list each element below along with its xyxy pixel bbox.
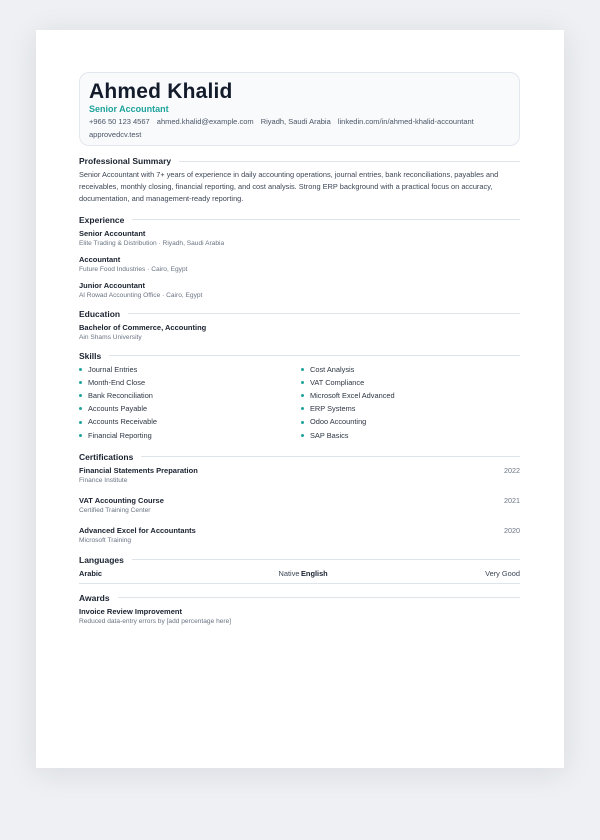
skill-item: Journal Entries xyxy=(79,363,301,376)
skill-item: VAT Compliance xyxy=(301,376,520,389)
section-header xyxy=(79,156,520,166)
section-divider xyxy=(128,313,520,314)
skills-section xyxy=(79,351,520,442)
section-divider xyxy=(179,161,520,162)
summary-section xyxy=(79,156,520,206)
certification-issuer: Microsoft Training xyxy=(79,536,132,544)
bullet-dot-icon xyxy=(79,381,82,384)
contact-location: Riyadh, Saudi Arabia xyxy=(260,117,331,126)
language-level: Native xyxy=(278,568,300,578)
resume-body xyxy=(79,156,520,626)
education-degree: Bachelor of Commerce, Accounting xyxy=(79,322,207,332)
education-school: Ain Shams University xyxy=(79,333,142,341)
skill-item: Microsoft Excel Advanced xyxy=(301,389,520,402)
experience-org: Future Food Industries · Cairo, Egypt xyxy=(79,265,188,273)
skill-item: Financial Reporting xyxy=(79,429,301,442)
certification-year: 2020 xyxy=(504,525,520,535)
skill-item: Cost Analysis xyxy=(301,363,520,376)
awards-section xyxy=(79,593,520,626)
language-name: English xyxy=(301,568,328,578)
bullet-dot-icon xyxy=(301,394,304,397)
languages-section xyxy=(79,555,520,584)
experience-org: Elite Trading & Distribution · Riyadh, Saudi Arabia xyxy=(79,239,225,247)
skill-item: Bank Reconciliation xyxy=(79,389,301,402)
contact-linkedin[interactable]: linkedin.com/in/ahmed-khalid-accountant xyxy=(337,117,474,126)
bullet-dot-icon xyxy=(79,368,82,371)
skill-item: SAP Basics xyxy=(301,429,520,442)
certification-name: Financial Statements Preparation xyxy=(79,465,198,475)
section-divider xyxy=(141,456,520,457)
skill-item: ERP Systems xyxy=(301,402,520,415)
section-title: Skills xyxy=(79,350,102,361)
experience-item xyxy=(79,255,520,274)
bullet-dot-icon xyxy=(79,421,82,424)
language-name: Arabic xyxy=(79,568,103,578)
contact-phone[interactable]: +966 50 123 4567 xyxy=(89,117,150,126)
certification-issuer: Certified Training Center xyxy=(79,506,151,514)
contact-line xyxy=(89,115,509,141)
languages-list xyxy=(79,569,520,584)
summary-text: Senior Accountant with 7+ years of experience in daily accounting operations, journal entries, bank reconciliations, payables and receivables, monthly closing, financial reporting, and cost analysis. Strong ERP background with a practical focus on accuracy, documentation, and management-ready reporting. xyxy=(79,170,499,204)
skill-item: Odoo Accounting xyxy=(301,415,520,428)
experience-org: Al Rowad Accounting Office · Cairo, Egypt xyxy=(79,291,203,299)
resume-page xyxy=(36,30,564,768)
certification-item xyxy=(79,466,520,485)
bullet-dot-icon xyxy=(301,434,304,437)
experience-role: Senior Accountant xyxy=(79,228,146,238)
contact-email[interactable]: ahmed.khalid@example.com xyxy=(156,117,254,126)
education-item xyxy=(79,323,520,342)
section-title: Education xyxy=(79,308,121,319)
experience-section xyxy=(79,215,520,300)
certification-name: VAT Accounting Course xyxy=(79,495,164,505)
section-header xyxy=(79,452,520,462)
experience-item xyxy=(79,281,520,300)
award-detail: Reduced data-entry errors by [add percentage here] xyxy=(79,617,232,625)
contact-website[interactable]: approvedcv.test xyxy=(89,130,142,139)
section-title: Certifications xyxy=(79,451,134,462)
certification-year: 2022 xyxy=(504,465,520,475)
candidate-role: Senior Accountant xyxy=(89,104,169,114)
bullet-dot-icon xyxy=(79,434,82,437)
education-section xyxy=(79,309,520,342)
language-item xyxy=(301,569,520,579)
certifications-section xyxy=(79,452,520,545)
bullet-dot-icon xyxy=(301,407,304,410)
award-item xyxy=(79,607,520,626)
section-header xyxy=(79,309,520,319)
section-header xyxy=(79,593,520,603)
section-divider xyxy=(118,597,520,598)
certification-year: 2021 xyxy=(504,495,520,505)
experience-role: Junior Accountant xyxy=(79,280,145,290)
section-header xyxy=(79,555,520,565)
experience-item xyxy=(79,229,520,248)
section-header xyxy=(79,351,520,361)
bullet-dot-icon xyxy=(301,368,304,371)
certification-name: Advanced Excel for Accountants xyxy=(79,525,196,535)
section-title: Experience xyxy=(79,214,125,225)
section-title: Awards xyxy=(79,592,110,603)
skill-item: Accounts Receivable xyxy=(79,415,301,428)
section-divider xyxy=(132,559,520,560)
skills-list xyxy=(79,363,520,442)
bullet-dot-icon xyxy=(301,421,304,424)
language-item xyxy=(79,569,300,579)
skill-item: Month-End Close xyxy=(79,376,301,389)
section-divider xyxy=(109,355,520,356)
resume-header xyxy=(79,72,520,146)
section-title: Professional Summary xyxy=(79,156,172,166)
award-name: Invoice Review Improvement xyxy=(79,606,182,616)
section-header xyxy=(79,215,520,225)
bullet-dot-icon xyxy=(79,394,82,397)
language-level: Very Good xyxy=(485,568,520,578)
bullet-dot-icon xyxy=(301,381,304,384)
bullet-dot-icon xyxy=(79,407,82,410)
section-title: Languages xyxy=(79,554,124,565)
skill-item: Accounts Payable xyxy=(79,402,301,415)
certification-item xyxy=(79,496,520,515)
certification-issuer: Finance Institute xyxy=(79,476,128,484)
candidate-name: Ahmed Khalid xyxy=(89,80,233,103)
section-divider xyxy=(132,219,520,220)
experience-role: Accountant xyxy=(79,254,121,264)
certification-item xyxy=(79,526,520,545)
